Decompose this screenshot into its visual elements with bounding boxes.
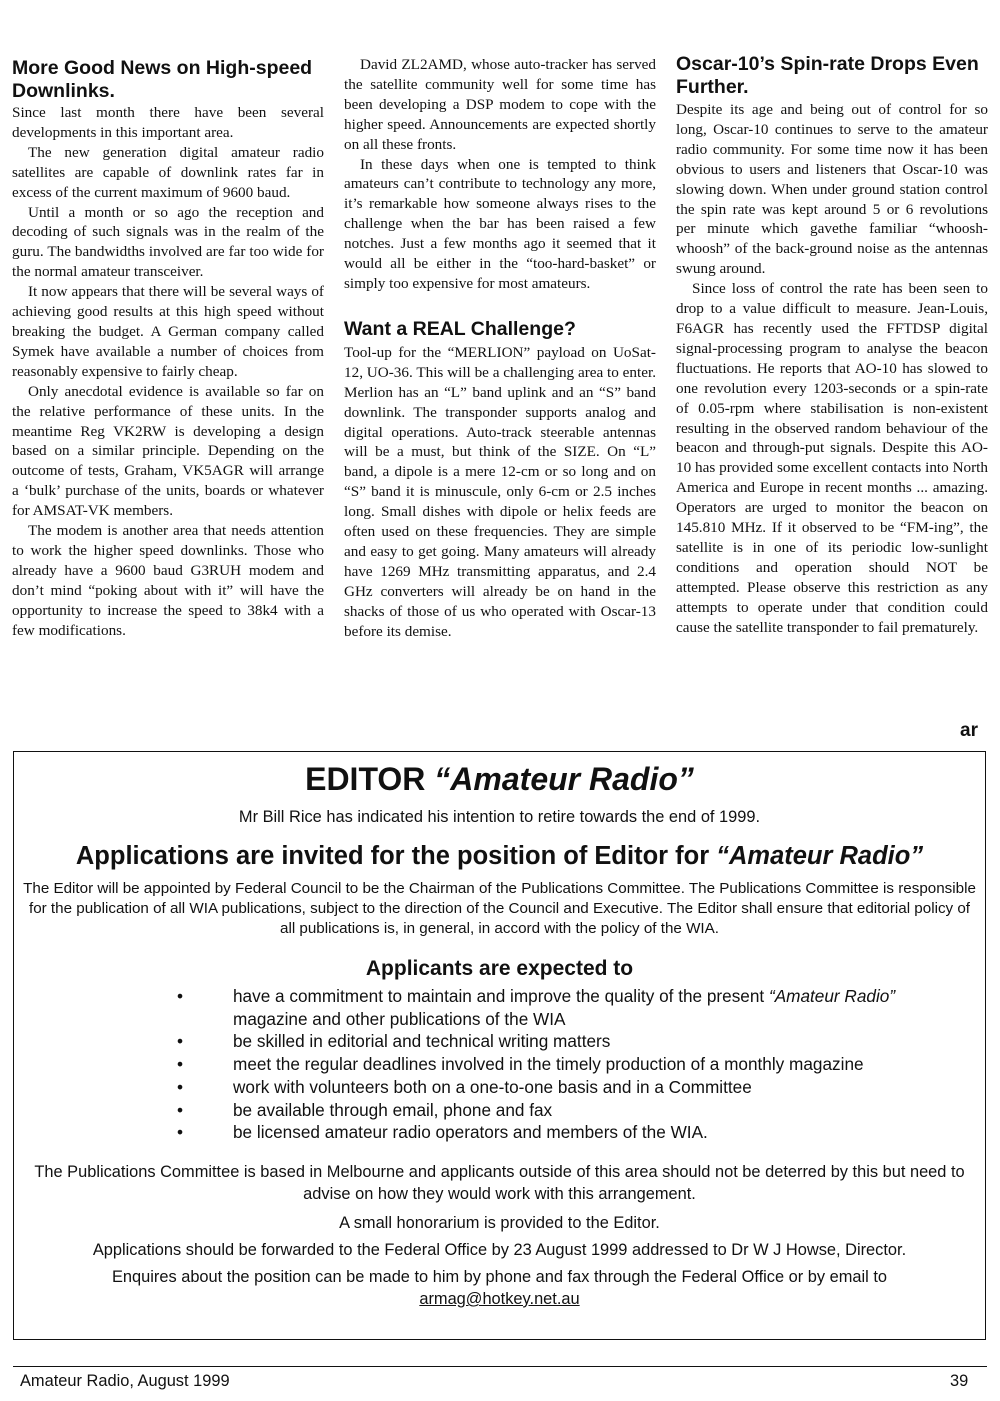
- paragraph: It now appears that there will be several ways of achieving good results at this high speed without breaking the budget. A German company called Symek have available a number of choices from reasonably expensive to fairly cheap.: [12, 283, 324, 380]
- list-item-text: meet the regular deadlines involved in the timely production of a monthly magazine: [233, 1054, 864, 1075]
- notice-heading: [14, 841, 985, 871]
- footer-publication: Amateur Radio, August 1999: [20, 1372, 230, 1390]
- list-item-text: have a commitment to maintain and improve the quality of the present: [233, 986, 769, 1006]
- notice-enquiries-note: Enquires about the position can be made to him by phone and fax through the Federal Office or by email to: [111, 1267, 888, 1286]
- list-item-italic: “Amateur Radio”: [768, 986, 896, 1006]
- paragraph: Only anecdotal evidence is available so far on the relative performance of these units. In the meantime Reg VK2RW is developing a design based on a similar principle. Depending on the outcome of tests, Graham, VK5AGR will arrange a ‘bulk’ purchase of the units, boards or whatever for AMSAT-VK members.: [12, 382, 324, 520]
- paragraph: In these days when one is tempted to think amateurs can’t contribute to technology any more, it’s remarkable how someone always rises to the challenge when the bar has been raised a few notches. Just a few months ago it seemed that it would all be either in the “too-hard-basket” or simply too expensive for most amateurs.: [344, 155, 656, 292]
- requirements-list: [14, 985, 985, 1144]
- article-heading-oscar10: Oscar-10’s Spin-rate Drops Even Further.: [676, 53, 979, 98]
- list-item: [14, 1121, 985, 1144]
- list-item-text: be skilled in editorial and technical writing matters: [233, 1031, 611, 1052]
- list-item-text: magazine and other publications of the WIA: [233, 1008, 566, 1029]
- bullet-icon: •: [177, 1122, 184, 1143]
- bullet-icon: •: [177, 1054, 184, 1075]
- paragraph: Since loss of control the rate has been seen to drop to a value difficult to measure. Jean-Louis, F6AGR has recently used the FFTDSP digital signal-processing program to analyse the beacon fluctuations. He reports that AO-10 has slowed to one revolution every 1203-seconds or a spin-rate of 0.05-rpm where stabilisation is non-existent resulting in the observed random behaviour of the beacon and through-put signals. Despite this AO-10 has provided some excellent contacts into North America and Europe in recent months ... amazing. Operators are urged to monitor the beacon on 145.810 MHz. If it observed to be “FM-ing”, the satellite is in one of its periodic low-sunlight conditions and operation should NOT be attempted. Please observe this restriction as any attempts to operate under that condition could cause the satellite transponder to fail prematurely.: [676, 280, 988, 636]
- paragraph: Despite its age and being out of control for so long, Oscar-10 continues to serve to the amateur radio community. For some time now it has been obvious to users and listeners that Oscar-10 was slowing down. When under ground station control the spin rate was kept around 5 or 6 revolutions per minute which gavethe familiar “whoosh-whoosh” of the back-ground noise as the antennas swung around.: [676, 101, 988, 278]
- list-item: [14, 1076, 985, 1099]
- article-heading-downlinks: More Good News on High-speed Downlinks.: [12, 57, 313, 102]
- notice-title: [14, 760, 985, 798]
- notice-title-italic: “Amateur Radio”: [434, 761, 694, 797]
- notice-description: The Editor will be appointed by Federal Council to be the Chairman of the Publications Committee. The Publications Committee is responsible for the publication of all WIA publications, subject to the direction of the Council and Executive. The Editor shall ensure that editorial policy of all publications is, in general, in accord with the policy of the WIA.: [23, 880, 976, 937]
- notice-requirements-heading: Applicants are expected to: [365, 957, 634, 980]
- email-link[interactable]: armag@hotkey.net.au: [419, 1289, 580, 1308]
- article-column-1: [12, 55, 324, 640]
- page-number: 39: [950, 1372, 969, 1390]
- notice-heading-prefix: Applications are invited for the position of Editor for: [75, 842, 717, 870]
- list-item: [14, 1030, 985, 1053]
- article-heading-challenge: Want a REAL Challenge?: [344, 317, 576, 340]
- paragraph: The new generation digital amateur radio satellites are capable of downlink rates far in excess of the current maximum of 9600 baud.: [12, 143, 324, 201]
- paragraph: Since last month there have been several developments in this important area.: [12, 104, 324, 141]
- paragraph: Until a month or so ago the reception and decoding of such signals was in the realm of the guru. The bandwidths involved are far too wide for the normal amateur transceiver.: [12, 203, 324, 281]
- notice-heading-italic: “Amateur Radio”: [716, 842, 924, 870]
- paragraph: Tool-up for the “MERLION” payload on UoSat-12, UO-36. This will be a challenging area to enter. Merlion has an “L” band uplink and an “S” band downlink. The transponder supports analog and digital operations. Auto-track steerable antennas will be a must, but think of the SIZE. On “L” band, a dipole is a mere 12-cm or so long and on “S” band it is minuscule, only 6-cm or 2.5 inches long. Small dishes with dipole or helix feeds are often used on these frequencies. They are simple and easy to get going. Many amateurs will already have 1269 MHz transmitting apparatus, and 2.4 GHz converters will already be on hand in the shacks of those of us who operated with Oscar-13 before its demise.: [344, 343, 656, 640]
- paragraph: David ZL2AMD, whose auto-tracker has served the satellite community well for some time has been developing a DSP modem to cope with the higher speed. Announcements are expected shortly on all these fronts.: [344, 56, 656, 153]
- bullet-icon: •: [177, 986, 184, 1006]
- list-item: [14, 1053, 985, 1076]
- list-item-text: be available through email, phone and fax: [233, 1099, 553, 1120]
- article-end-mark: ar: [960, 720, 978, 741]
- notice-applications-note: Applications should be forwarded to the Federal Office by 23 August 1999 addressed to Dr W J Howse, Director.: [92, 1240, 907, 1259]
- notice-location-note: The Publications Committee is based in Melbourne and applicants outside of this area should not be deterred by this but need to advise on how they would work with this arrangement.: [34, 1162, 965, 1203]
- paragraph: The modem is another area that needs attention to work the higher speed downlinks. Those who already have a 9600 baud G3RUH modem and don’t mind “poking about with it” will have the opportunity to increase the speed to 38k4 with a few modifications.: [12, 522, 324, 639]
- list-item: [14, 1099, 985, 1122]
- bullet-icon: •: [177, 1031, 184, 1052]
- footer-divider: [13, 1366, 987, 1367]
- list-item: [14, 985, 985, 1030]
- bullet-icon: •: [177, 1076, 184, 1097]
- editor-notice-box: [13, 751, 986, 1340]
- bullet-icon: •: [177, 1099, 184, 1120]
- article-column-3: [676, 55, 988, 637]
- list-item-text: be licensed amateur radio operators and members of the WIA.: [233, 1122, 708, 1143]
- article-column-2: [344, 55, 656, 641]
- notice-title-prefix: EDITOR: [305, 761, 435, 797]
- notice-honorarium-note: A small honorarium is provided to the Editor.: [339, 1213, 660, 1232]
- list-item-text: work with volunteers both on a one-to-one basis and in a Committee: [233, 1076, 752, 1097]
- notice-subtitle: Mr Bill Rice has indicated his intention to retire towards the end of 1999.: [238, 808, 761, 826]
